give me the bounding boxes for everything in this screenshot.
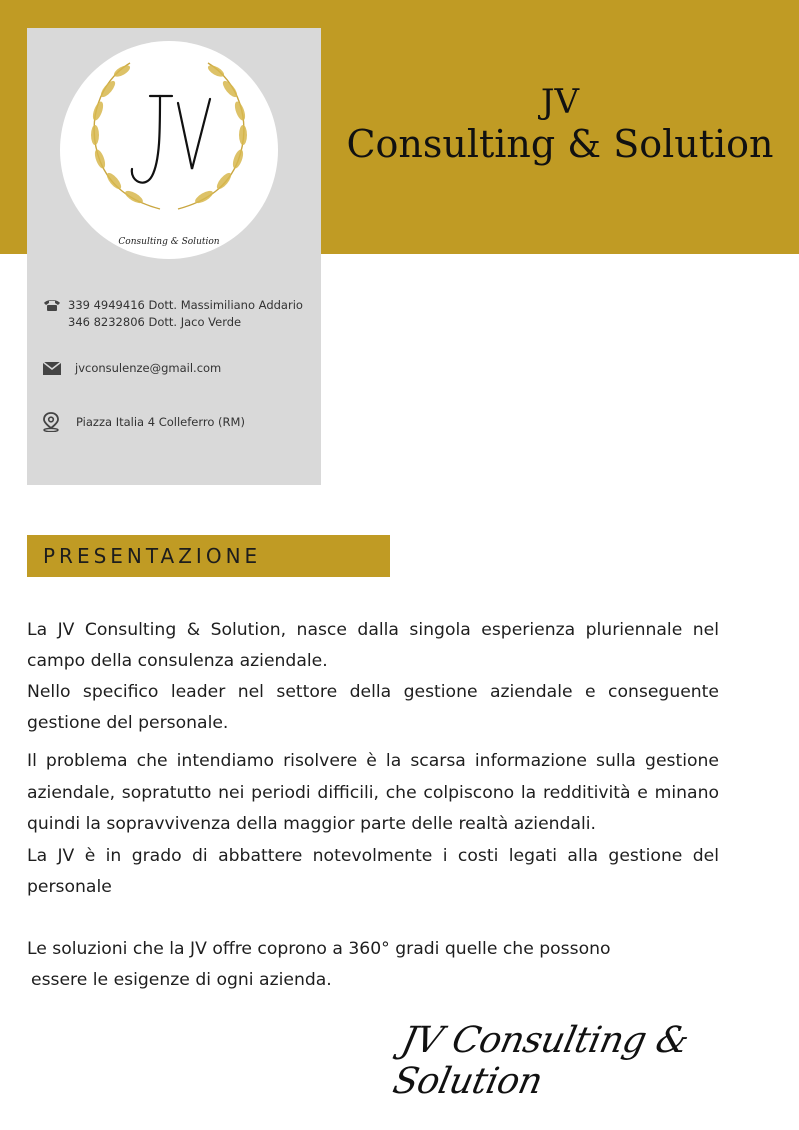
email[interactable]: jvconsulenze@gmail.com bbox=[75, 361, 222, 375]
location-pin-icon bbox=[42, 412, 60, 432]
phone-icon bbox=[42, 298, 62, 312]
company-title bbox=[330, 82, 790, 166]
phone-numbers bbox=[68, 297, 303, 331]
section-header bbox=[27, 535, 390, 577]
section-title: PRESENTAZIONE bbox=[43, 544, 262, 568]
intro-paragraph bbox=[27, 615, 719, 739]
paragraph-costs: La JV è in grado di abbattere notevolmente i costi legati alla gestione del personale bbox=[27, 845, 719, 897]
solutions-line-2: essere le esigenze di ogni azienda. bbox=[31, 970, 332, 990]
mail-icon bbox=[43, 362, 61, 375]
solutions-paragraph bbox=[27, 934, 719, 996]
logo-subtitle: Consulting & Solution bbox=[118, 237, 220, 247]
phone-line-1[interactable]: 339 4949416 Dott. Massimiliano Addario bbox=[68, 298, 303, 312]
address: Piazza Italia 4 Colleferro (RM) bbox=[76, 415, 245, 429]
laurel-wreath-icon bbox=[60, 41, 278, 259]
signature bbox=[389, 1020, 778, 1102]
problem-paragraph bbox=[27, 746, 719, 904]
title-line-2: Consulting & Solution bbox=[346, 122, 774, 166]
paragraph-leader: Nello specifico leader nel settore della gestione aziendale e conseguente gestione del personale. bbox=[27, 682, 719, 733]
paragraph-problem: Il problema che intendiamo risolvere è la scarsa informazione sulla gestione aziendale, sopratutto nei periodi difficili, che colpiscono la redditività e minano quindi la sopravvivenza della maggior parte delle realtà aziendali. bbox=[27, 751, 719, 834]
phone-line-2[interactable]: 346 8232806 Dott. Jaco Verde bbox=[68, 315, 242, 329]
signature-text: JV Consulting & Solution bbox=[389, 1020, 693, 1102]
solutions-line-1: Le soluzioni che la JV offre coprono a 360° gradi quelle che possono bbox=[27, 939, 611, 959]
logo bbox=[60, 41, 278, 259]
paragraph-origin: La JV Consulting & Solution, nasce dalla singola esperienza pluriennale nel campo della consulenza aziendale. bbox=[27, 620, 719, 671]
title-line-1: JV bbox=[540, 82, 580, 122]
